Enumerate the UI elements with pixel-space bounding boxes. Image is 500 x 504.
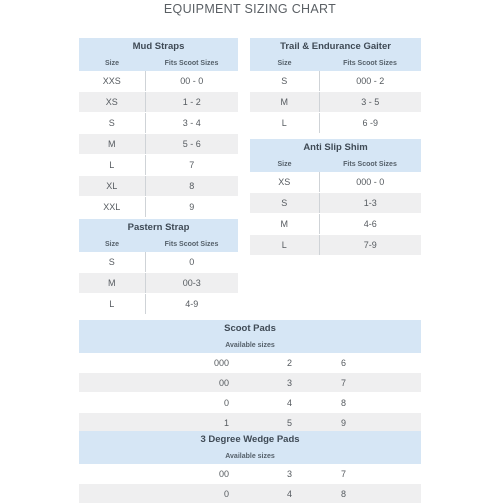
size-cell: L (79, 155, 145, 176)
size-cell: M (79, 273, 145, 294)
table-row (250, 193, 421, 214)
fits-cell: 4-6 (319, 214, 421, 235)
fits-cell: 4-9 (145, 294, 238, 315)
table-row (250, 235, 421, 256)
size-cell: XXS (79, 71, 145, 92)
column-header-fits: Fits Scoot Sizes (343, 160, 397, 168)
size-cell: 9 (319, 413, 421, 433)
column-header-size: Size (277, 160, 292, 168)
fits-cell: 8 (145, 176, 238, 197)
fits-cell: 7 (145, 155, 238, 176)
size-cell: 5 (259, 413, 319, 433)
page-title: EQUIPMENT SIZING CHART (163, 2, 337, 16)
table-row (79, 176, 238, 197)
size-cell: 8 (319, 393, 421, 413)
size-cell: 0 (79, 393, 229, 413)
table-row (250, 71, 421, 92)
scoot-pads-table (79, 320, 421, 433)
column-header-fits: Fits Scoot Sizes (343, 59, 397, 67)
table-row (79, 92, 238, 113)
fits-cell: 00-3 (145, 273, 238, 294)
fits-cell: 1-3 (319, 193, 421, 214)
table-row (79, 71, 238, 92)
fits-cell: 000 - 2 (319, 71, 421, 92)
fits-cell: 9 (145, 197, 238, 218)
size-cell: 3 (259, 464, 319, 484)
fits-cell: 6 -9 (319, 113, 421, 134)
size-cell: 00 (79, 373, 229, 393)
table-title: Pastern Strap (127, 222, 190, 233)
table-row (79, 484, 421, 504)
pastern-strap-table (79, 219, 238, 315)
table-row (79, 353, 421, 373)
size-cell: XS (79, 92, 145, 113)
fits-cell: 0 (145, 252, 238, 273)
size-cell: 00 (79, 464, 229, 484)
size-cell: 2 (259, 353, 319, 373)
fits-cell: 3 - 4 (145, 113, 238, 134)
size-cell: XL (79, 176, 145, 197)
size-cell: 4 (259, 393, 319, 413)
mud-straps-table (79, 38, 238, 218)
size-cell: L (250, 113, 319, 134)
column-header-fits: Fits Scoot Sizes (164, 59, 219, 67)
size-cell: M (250, 214, 319, 235)
spacer-cell (229, 373, 259, 393)
fits-cell: 7-9 (319, 235, 421, 256)
size-cell: S (79, 113, 145, 134)
size-cell: 000 (79, 353, 229, 373)
spacer-cell (229, 413, 259, 433)
column-header-size: Size (277, 59, 292, 67)
table-row (79, 294, 238, 315)
table-title: Anti Slip Shim (303, 142, 368, 153)
spacer-cell (229, 464, 259, 484)
size-cell: 1 (79, 413, 229, 433)
size-cell: 8 (319, 484, 421, 504)
table-row (250, 113, 421, 134)
table-row (79, 113, 238, 134)
size-cell: M (79, 134, 145, 155)
size-cell: S (250, 193, 319, 214)
spacer-cell (229, 353, 259, 373)
table-row (79, 373, 421, 393)
column-header-size: Size (104, 59, 119, 67)
size-cell: XS (250, 172, 319, 193)
size-cell: 4 (259, 484, 319, 504)
size-cell: S (250, 71, 319, 92)
table-row (79, 464, 421, 484)
table-row (250, 172, 421, 193)
table-subtitle: Available sizes (225, 341, 275, 349)
spacer-cell (229, 484, 259, 504)
wedge-pads-table (79, 431, 421, 504)
spacer-cell (229, 393, 259, 413)
anti-slip-shim-table (250, 139, 421, 256)
fits-cell: 5 - 6 (145, 134, 238, 155)
size-cell: 6 (319, 353, 421, 373)
size-cell: XXL (79, 197, 145, 218)
table-row (79, 252, 238, 273)
table-row (79, 273, 238, 294)
size-cell: 7 (319, 464, 421, 484)
table-subtitle: Available sizes (225, 452, 275, 460)
column-header-size: Size (104, 240, 119, 248)
size-cell: 0 (79, 484, 229, 504)
fits-cell: 00 - 0 (145, 71, 238, 92)
table-row (79, 413, 421, 433)
fits-cell: 1 - 2 (145, 92, 238, 113)
table-title: 3 Degree Wedge Pads (200, 434, 300, 445)
size-cell: M (250, 92, 319, 113)
fits-cell: 3 - 5 (319, 92, 421, 113)
size-cell: L (79, 294, 145, 315)
table-title: Trail & Endurance Gaiter (280, 41, 391, 52)
table-row (79, 134, 238, 155)
table-row (79, 393, 421, 413)
fits-cell: 000 - 0 (319, 172, 421, 193)
size-cell: 3 (259, 373, 319, 393)
size-cell: L (250, 235, 319, 256)
table-row (250, 214, 421, 235)
table-row (250, 92, 421, 113)
size-cell: S (79, 252, 145, 273)
table-title: Scoot Pads (224, 323, 276, 334)
column-header-fits: Fits Scoot Sizes (164, 240, 219, 248)
trail-gaiter-table (250, 38, 421, 134)
table-row (79, 155, 238, 176)
table-row (79, 197, 238, 218)
table-title: Mud Straps (132, 41, 185, 52)
size-cell: 7 (319, 373, 421, 393)
